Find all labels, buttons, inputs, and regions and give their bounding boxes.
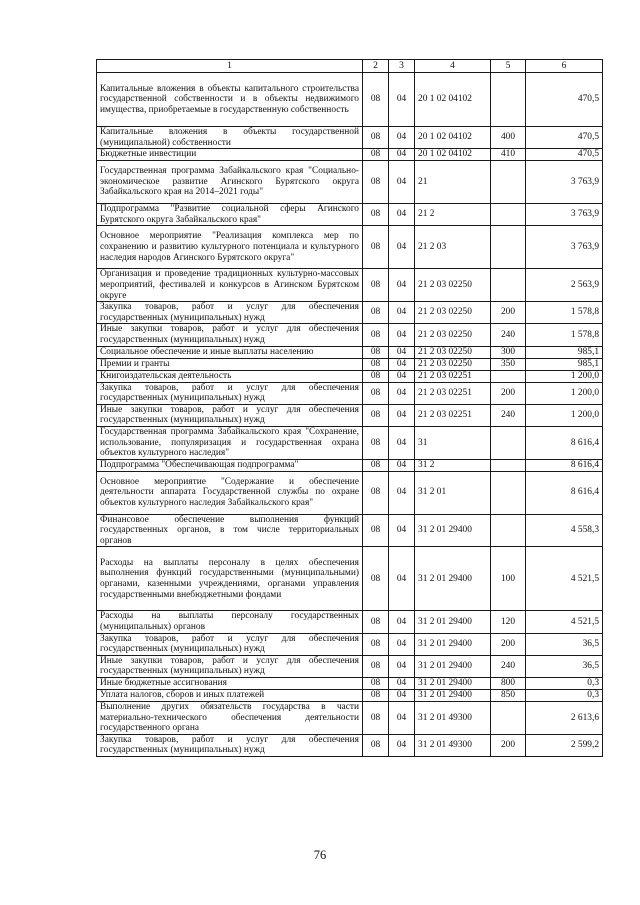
table-row: [97, 459, 603, 471]
table-row: [97, 149, 603, 161]
row-expense-type: [491, 226, 526, 269]
row-name: Выполнение других обязательств государства в части материально-технического обеспечения деятельности государственного органа: [97, 702, 363, 735]
row-section: 08: [363, 426, 389, 459]
row-name: Основное мероприятие "Содержание и обеспечение деятельности аппарата Государственной службы по охране объектов культурного наследия Забайкальского края": [97, 471, 363, 514]
row-target-article: 21 2 03: [415, 226, 491, 269]
row-amount: 470,5: [526, 127, 603, 149]
row-name: Государственная программа Забайкальского края "Социально-экономическое развитие Агинского Бурятского округа Забайкальского края на 2014–2021 годы": [97, 161, 363, 204]
page-number: 76: [313, 848, 327, 862]
row-section: 08: [363, 324, 389, 346]
row-subsection: 04: [389, 678, 415, 690]
row-section: 08: [363, 655, 389, 677]
row-target-article: 31 2 01 49300: [415, 734, 491, 756]
row-amount: 4 521,5: [526, 547, 603, 611]
row-target-article: 31 2 01: [415, 471, 491, 514]
row-section: 08: [363, 702, 389, 735]
row-amount: 3 763,9: [526, 204, 603, 226]
row-target-article: 21 2: [415, 204, 491, 226]
table-row: [97, 226, 603, 269]
row-expense-type: 200: [491, 302, 526, 324]
row-expense-type: 300: [491, 346, 526, 358]
row-subsection: 04: [389, 127, 415, 149]
row-name: Капитальные вложения в объекты государственной (муниципальной) собственности: [97, 127, 363, 149]
row-subsection: 04: [389, 302, 415, 324]
row-name: Бюджетные инвестиции: [97, 149, 363, 161]
table-header-row: [97, 60, 603, 73]
column-header-expense-type: 5: [491, 60, 526, 73]
row-expense-type: 350: [491, 358, 526, 370]
row-expense-type: [491, 161, 526, 204]
row-target-article: 21 2 03 02251: [415, 370, 491, 382]
row-target-article: 20 1 02 04102: [415, 127, 491, 149]
row-name: Иные бюджетные ассигнования: [97, 678, 363, 690]
row-amount: 1 200,0: [526, 382, 603, 404]
row-expense-type: 410: [491, 149, 526, 161]
table-row: [97, 382, 603, 404]
row-expense-type: 200: [491, 734, 526, 756]
row-expense-type: [491, 73, 526, 127]
row-section: 08: [363, 514, 389, 547]
row-name: Книгоиздательская деятельность: [97, 370, 363, 382]
row-section: 08: [363, 633, 389, 655]
row-subsection: 04: [389, 226, 415, 269]
row-expense-type: [491, 370, 526, 382]
row-expense-type: 240: [491, 324, 526, 346]
row-name: Капитальные вложения в объекты капитального строительства государственной собственности и в объекты недвижимого имущества, приобретаемые в государственную собственность: [97, 73, 363, 127]
row-subsection: 04: [389, 358, 415, 370]
row-subsection: 04: [389, 382, 415, 404]
row-section: 08: [363, 204, 389, 226]
row-section: 08: [363, 370, 389, 382]
row-amount: 4 558,3: [526, 514, 603, 547]
row-amount: 36,5: [526, 655, 603, 677]
row-amount: 985,1: [526, 346, 603, 358]
row-section: 08: [363, 690, 389, 702]
row-name: Социальное обеспечение и иные выплаты населению: [97, 346, 363, 358]
table-row: [97, 127, 603, 149]
row-expense-type: [491, 459, 526, 471]
row-section: 08: [363, 382, 389, 404]
row-subsection: 04: [389, 655, 415, 677]
row-amount: 470,5: [526, 73, 603, 127]
column-header-name: 1: [97, 60, 363, 73]
row-expense-type: [491, 471, 526, 514]
row-target-article: 21 2 03 02250: [415, 302, 491, 324]
row-target-article: 31 2 01 29400: [415, 611, 491, 633]
row-section: 08: [363, 346, 389, 358]
table-row: [97, 678, 603, 690]
row-amount: 36,5: [526, 633, 603, 655]
row-expense-type: [491, 269, 526, 302]
row-amount: 2 599,2: [526, 734, 603, 756]
row-section: 08: [363, 73, 389, 127]
row-section: 08: [363, 471, 389, 514]
row-expense-type: 240: [491, 655, 526, 677]
row-subsection: 04: [389, 426, 415, 459]
row-target-article: 21 2 03 02250: [415, 346, 491, 358]
row-subsection: 04: [389, 690, 415, 702]
row-subsection: 04: [389, 734, 415, 756]
table-row: [97, 404, 603, 426]
table-row: [97, 269, 603, 302]
row-name: Основное мероприятие "Реализация комплекса мер по сохранению и развитию культурного потенциала и культурного наследия народов Агинского Бурятского округа": [97, 226, 363, 269]
row-subsection: 04: [389, 73, 415, 127]
table-row: [97, 204, 603, 226]
row-section: 08: [363, 161, 389, 204]
row-subsection: 04: [389, 204, 415, 226]
row-target-article: 21 2 03 02250: [415, 269, 491, 302]
row-amount: 4 521,5: [526, 611, 603, 633]
row-name: Закупка товаров, работ и услуг для обеспечения государственных (муниципальных) нужд: [97, 302, 363, 324]
table-row: [97, 324, 603, 346]
row-name: Государственная программа Забайкальского края "Сохранение, использование, популяризация и государственная охрана объектов культурного наследия": [97, 426, 363, 459]
row-amount: 1 200,0: [526, 370, 603, 382]
row-subsection: 04: [389, 161, 415, 204]
row-subsection: 04: [389, 471, 415, 514]
row-target-article: 31 2 01 29400: [415, 633, 491, 655]
row-subsection: 04: [389, 611, 415, 633]
row-amount: 3 763,9: [526, 161, 603, 204]
row-name: Подпрограмма "Развитие социальной сферы Агинского Бурятского округа Забайкальского края": [97, 204, 363, 226]
row-amount: 1 578,8: [526, 302, 603, 324]
row-target-article: 21 2 03 02250: [415, 324, 491, 346]
row-section: 08: [363, 734, 389, 756]
row-name: Расходы на выплаты персоналу государственных (муниципальных) органов: [97, 611, 363, 633]
row-subsection: 04: [389, 370, 415, 382]
row-target-article: 31 2 01 29400: [415, 690, 491, 702]
row-subsection: 04: [389, 269, 415, 302]
row-target-article: 21 2 03 02251: [415, 404, 491, 426]
table-row: [97, 655, 603, 677]
row-target-article: 20 1 02 04102: [415, 73, 491, 127]
column-header-target-article: 4: [415, 60, 491, 73]
row-amount: 2 563,9: [526, 269, 603, 302]
table-row: [97, 346, 603, 358]
column-header-section: 2: [363, 60, 389, 73]
row-expense-type: 800: [491, 678, 526, 690]
row-section: 08: [363, 404, 389, 426]
row-amount: 1 578,8: [526, 324, 603, 346]
row-subsection: 04: [389, 404, 415, 426]
row-subsection: 04: [389, 346, 415, 358]
table-row: [97, 471, 603, 514]
table-body: [97, 73, 603, 757]
table-row: [97, 161, 603, 204]
row-subsection: 04: [389, 149, 415, 161]
row-expense-type: 200: [491, 382, 526, 404]
row-expense-type: 850: [491, 690, 526, 702]
row-amount: 0,3: [526, 690, 603, 702]
row-name: Иные закупки товаров, работ и услуг для обеспечения государственных (муниципальных) нужд: [97, 404, 363, 426]
table-row: [97, 690, 603, 702]
row-section: 08: [363, 547, 389, 611]
row-section: 08: [363, 149, 389, 161]
row-amount: 8 616,4: [526, 426, 603, 459]
row-name: Уплата налогов, сборов и иных платежей: [97, 690, 363, 702]
row-amount: 8 616,4: [526, 471, 603, 514]
row-name: Расходы на выплаты персоналу в целях обеспечения выполнения функций государственными (муниципальными) органами, казенными учреждениями, органами управления государственными внебюджетными фондами: [97, 547, 363, 611]
row-name: Организация и проведение традиционных культурно-массовых мероприятий, фестивалей и конкурсов в Агинском Бурятском округе: [97, 269, 363, 302]
row-name: Финансовое обеспечение выполнения функций государственных органов, в том числе территориальных органов: [97, 514, 363, 547]
row-expense-type: 240: [491, 404, 526, 426]
column-header-subsection: 3: [389, 60, 415, 73]
row-section: 08: [363, 226, 389, 269]
table-row: [97, 73, 603, 127]
row-amount: 985,1: [526, 358, 603, 370]
row-section: 08: [363, 302, 389, 324]
row-expense-type: 120: [491, 611, 526, 633]
row-subsection: 04: [389, 514, 415, 547]
table-row: [97, 633, 603, 655]
row-section: 08: [363, 459, 389, 471]
row-amount: 470,5: [526, 149, 603, 161]
row-amount: 1 200,0: [526, 404, 603, 426]
row-name: Премии и гранты: [97, 358, 363, 370]
row-name: Подпрограмма "Обеспечивающая подпрограмма": [97, 459, 363, 471]
row-name: Иные закупки товаров, работ и услуг для обеспечения государственных (муниципальных) нужд: [97, 655, 363, 677]
table-row: [97, 547, 603, 611]
table-row: [97, 702, 603, 735]
row-target-article: 31 2 01 29400: [415, 547, 491, 611]
budget-table: [96, 59, 603, 757]
row-target-article: 21 2 03 02251: [415, 382, 491, 404]
row-subsection: 04: [389, 702, 415, 735]
row-section: 08: [363, 127, 389, 149]
table-row: [97, 514, 603, 547]
table-row: [97, 426, 603, 459]
table-row: [97, 302, 603, 324]
row-expense-type: [491, 426, 526, 459]
row-section: 08: [363, 269, 389, 302]
row-amount: 8 616,4: [526, 459, 603, 471]
row-expense-type: [491, 514, 526, 547]
row-target-article: 31: [415, 426, 491, 459]
row-name: Закупка товаров, работ и услуг для обеспечения государственных (муниципальных) нужд: [97, 633, 363, 655]
row-target-article: 20 1 02 04102: [415, 149, 491, 161]
row-name: Закупка товаров, работ и услуг для обеспечения государственных (муниципальных) нужд: [97, 382, 363, 404]
row-subsection: 04: [389, 459, 415, 471]
row-amount: 2 613,6: [526, 702, 603, 735]
row-amount: 3 763,9: [526, 226, 603, 269]
row-expense-type: 200: [491, 633, 526, 655]
row-target-article: 31 2 01 29400: [415, 678, 491, 690]
row-subsection: 04: [389, 633, 415, 655]
row-target-article: 21: [415, 161, 491, 204]
column-header-amount: 6: [526, 60, 603, 73]
row-target-article: 31 2 01 49300: [415, 702, 491, 735]
row-name: Иные закупки товаров, работ и услуг для обеспечения государственных (муниципальных) нужд: [97, 324, 363, 346]
row-section: 08: [363, 611, 389, 633]
table-row: [97, 611, 603, 633]
table-row: [97, 358, 603, 370]
row-expense-type: 400: [491, 127, 526, 149]
row-target-article: 31 2 01 29400: [415, 514, 491, 547]
table-row: [97, 370, 603, 382]
row-amount: 0,3: [526, 678, 603, 690]
row-expense-type: [491, 204, 526, 226]
row-section: 08: [363, 358, 389, 370]
row-subsection: 04: [389, 324, 415, 346]
row-subsection: 04: [389, 547, 415, 611]
row-target-article: 31 2 01 29400: [415, 655, 491, 677]
row-target-article: 31 2: [415, 459, 491, 471]
table-row: [97, 734, 603, 756]
row-expense-type: [491, 702, 526, 735]
row-section: 08: [363, 678, 389, 690]
row-name: Закупка товаров, работ и услуг для обеспечения государственных (муниципальных) нужд: [97, 734, 363, 756]
row-target-article: 21 2 03 02250: [415, 358, 491, 370]
row-expense-type: 100: [491, 547, 526, 611]
